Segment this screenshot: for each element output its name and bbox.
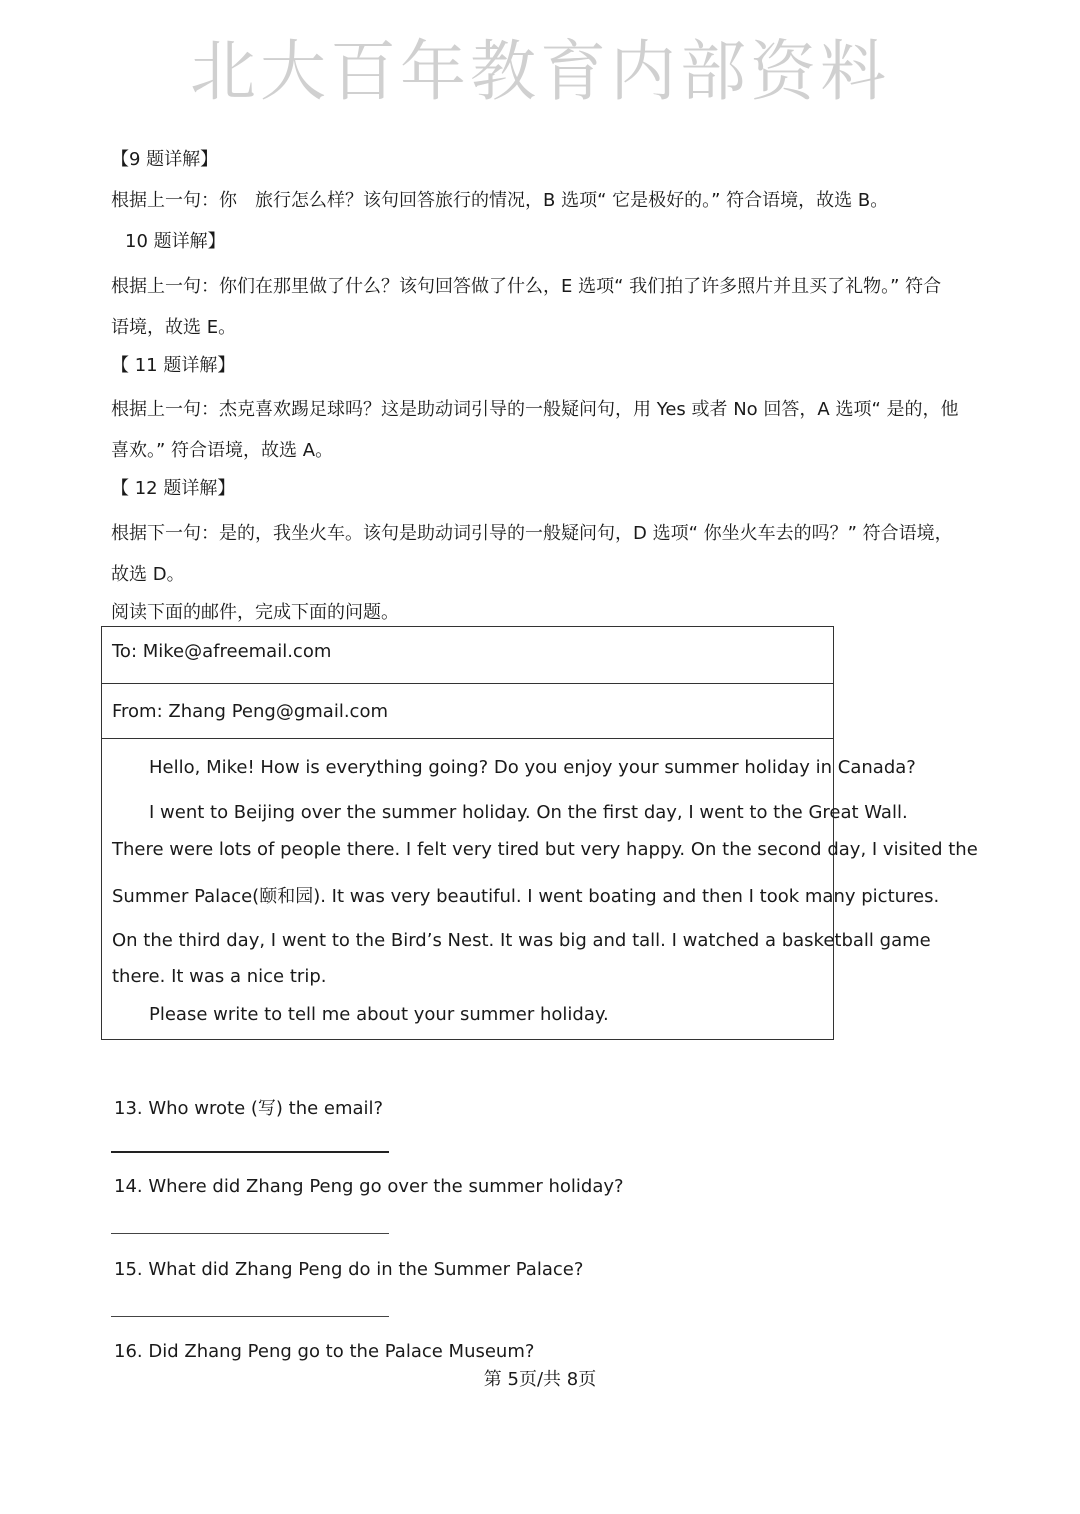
email-body-line: On the third day, I went to the Bird’s Nest. It was big and tall. I watched a basketball game: [112, 930, 931, 951]
email-body-line: Please write to tell me about your summer holiday.: [149, 1004, 609, 1025]
reading-instruction: 阅读下面的邮件，完成下面的问题。: [111, 602, 399, 623]
q12-explanation-line1: 根据下一句：是的，我坐火车。该句是助动词引导的一般疑问句，D 选项“ 你坐火车去的吗？” 符合语境，: [111, 523, 953, 544]
q9-heading: 【9 题详解】: [111, 149, 219, 170]
email-body-line: I went to Beijing over the summer holiday. On the first day, I went to the Great Wall.: [149, 802, 908, 823]
q12-explanation-line2: 故选 D。: [111, 564, 185, 585]
q10-explanation-line2: 语境，故选 E。: [111, 317, 237, 338]
email-to-row: [102, 627, 833, 684]
q11-heading: 【 11 题详解】: [111, 355, 236, 376]
q9-explanation: 根据上一句：你 旅行怎么样？该句回答旅行的情况，B 选项“ 它是极好的。” 符合语境，故选 B。: [111, 190, 889, 211]
page-number: 第 5页/共 8页: [483, 1369, 597, 1390]
question-13: 13. Who wrote (写) the email?: [114, 1098, 384, 1119]
question-15: 15. What did Zhang Peng do in the Summer Palace?: [114, 1259, 584, 1280]
email-from-row: [102, 684, 833, 739]
email-from: From: Zhang Peng@gmail.com: [112, 701, 388, 722]
answer-line-15[interactable]: [111, 1316, 389, 1317]
email-to: To: Mike@afreemail.com: [112, 641, 332, 662]
email-body-line: Hello, Mike! How is everything going? Do you enjoy your summer holiday in Canada?: [149, 757, 916, 778]
email-body-line: there. It was a nice trip.: [112, 966, 327, 987]
answer-line-13[interactable]: [111, 1151, 389, 1153]
email-box: [101, 626, 978, 1040]
email-body-line: Summer Palace(颐和园). It was very beautiful. I went boating and then I took many pictures.: [112, 886, 940, 907]
q10-explanation-line1: 根据上一句：你们在那里做了什么？该句回答做了什么，E 选项“ 我们拍了许多照片并且买了礼物。” 符合: [111, 276, 942, 297]
watermark: 北大百年教育内部资料: [190, 33, 890, 110]
q12-heading: 【 12 题详解】: [111, 478, 236, 499]
email-body-line: There were lots of people there. I felt very tired but very happy. On the second day, I visited the: [112, 839, 978, 860]
answer-line-14[interactable]: [111, 1233, 389, 1234]
q11-explanation-line1: 根据上一句：杰克喜欢踢足球吗？这是助动词引导的一般疑问句，用 Yes 或者 No 回答，A 选项“ 是的，他: [111, 399, 959, 420]
q11-explanation-line2: 喜欢。” 符合语境，故选 A。: [111, 440, 334, 461]
q10-heading: 10 题详解】: [125, 231, 226, 252]
question-14: 14. Where did Zhang Peng go over the summer holiday?: [114, 1176, 624, 1197]
question-16: 16. Did Zhang Peng go to the Palace Museum?: [114, 1341, 535, 1362]
